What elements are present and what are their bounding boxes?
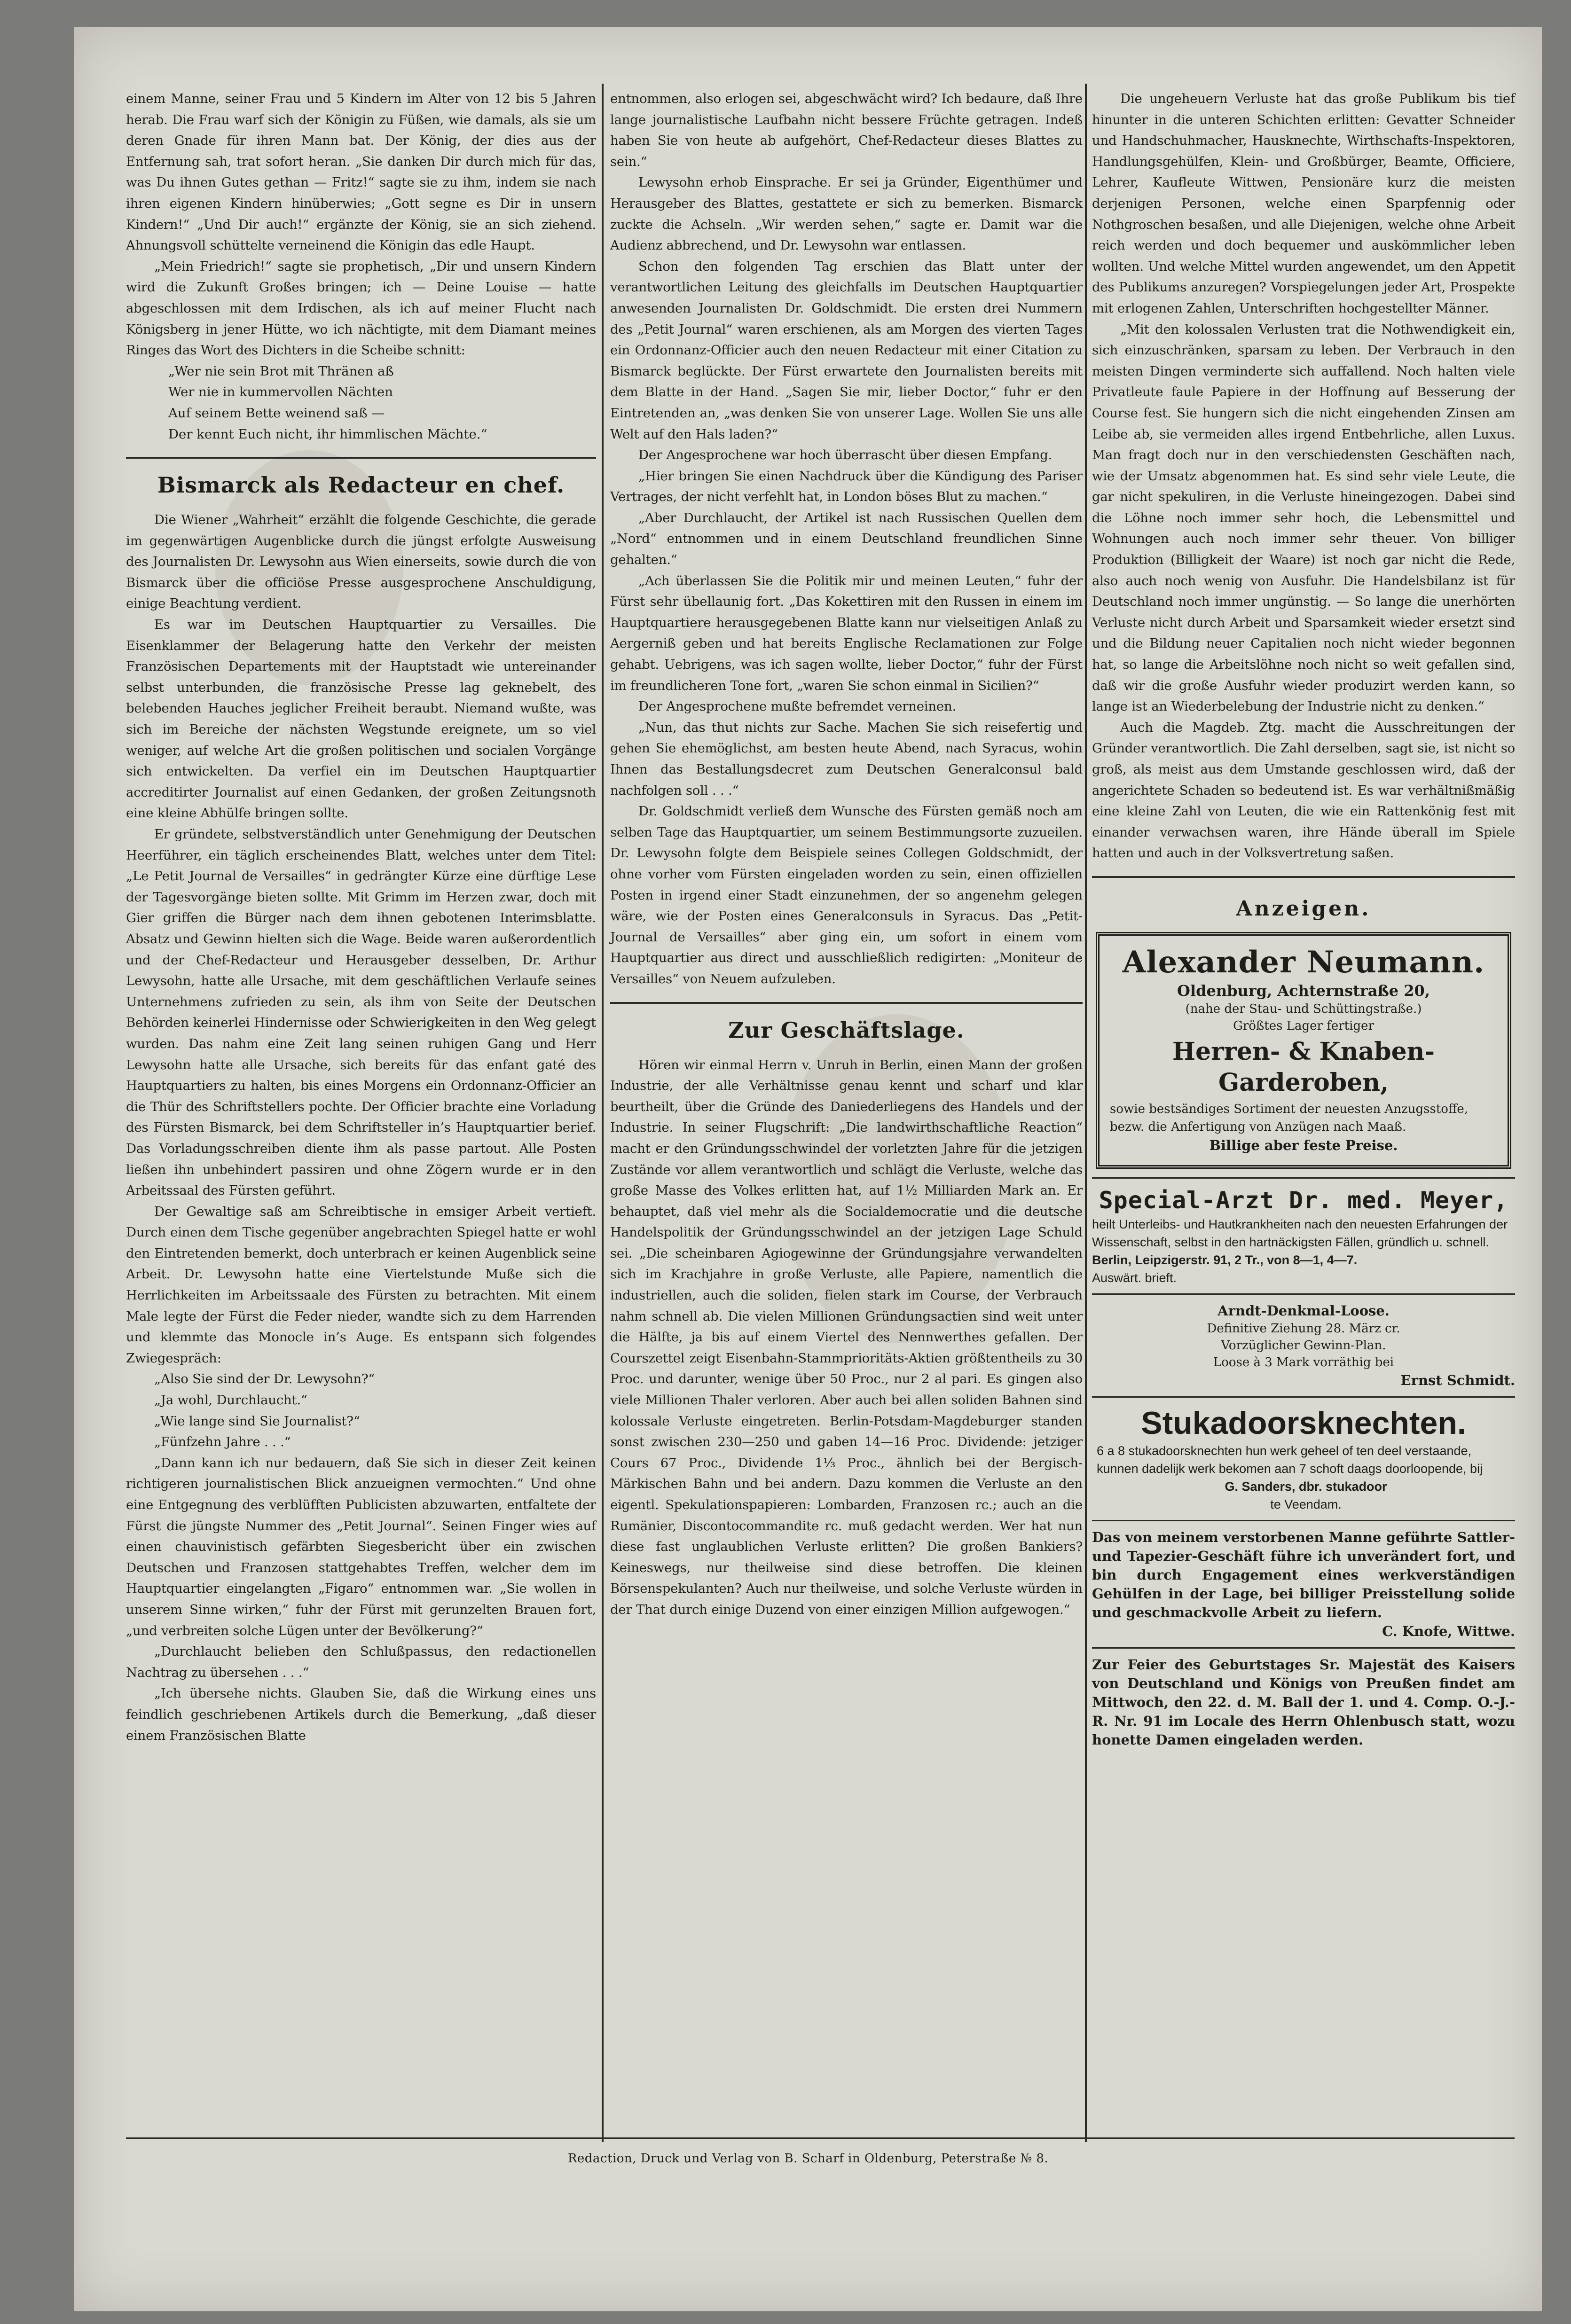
column-rule [602,84,604,2142]
ad-stuk-place: te Veendam. [1270,1497,1342,1511]
ad-stuk-text: 6 a 8 stukadoorsknechten hun werk geheel of ten deel verstaande, kunnen dadelijk werk bekomen aan 7 schoft daags doorloopende, bij [1097,1443,1483,1476]
paragraph: Auch die Magdeb. Ztg. macht die Ausschreitungen der Gründer verantwortlich. Die Zahl derselben, sagt sie, ist nicht so groß, als meist aus dem Umstande geschlossen wird, daß der angerichtete Schaden so bedeutend ist. Es war verhältnißmäßig eine kleine Zahl von Leuten, die wie ein Rattenkönig fest mit einander verwachsen waren, ihre Hände überall im Spiele hatten und auch in der Volksvertretung saßen. [1092,720,1515,861]
ad-neumann-prices: Billige aber feste Preise. [1209,1137,1398,1153]
dialogue-line: „Also Sie sind der Dr. Lewysohn?“ [154,1371,375,1387]
section-divider [610,1002,1083,1004]
newspaper-page [74,27,1542,2311]
verse-line: Wer nie in kummervollen Nächten [168,384,393,400]
column-1 [126,88,596,1746]
ad-meyer-text: heilt Unterleibs- und Hautkrankheiten nach den neuesten Erfahrungen der Wissenschaft, selbst in den hartnäckigsten Fällen, gründlich u. schnell. [1092,1217,1508,1249]
dialogue-line: „Wie lange sind Sie Journalist?“ [154,1413,360,1429]
dialogue-line: „Fünfzehn Jahre . . .“ [154,1434,291,1450]
ad-knofe-signature: C. Knofe, Wittwe. [1382,1623,1515,1639]
section-divider [126,457,596,459]
ad-neumann [1096,932,1511,1169]
paragraph: Dr. Goldschmidt verließ dem Wunsche des Fürsten gemäß noch am selben Tage das Hauptquartier, um seinem Bestimmungsorte zuzueilen. Dr. Lewysohn folgte dem Beispiele seines Collegen Goldschmidt, der ohne vorher vom Fürsten eingeladen worden zu sein, einen offiziellen Posten in irgend einer Stadt einzunehmen, der so angenehm gelegen wäre, wie der Posten eines Generalconsuls in Syracus. Das „Petit-Journal de Versailles“ aber ging ein, um sofort in einem vom Hauptquartier aus direct und ausschließlich redigirten: „Moniteur de Versailles“ von Neuem aufzuleben. [610,804,1083,986]
paragraph: Der Angesprochene mußte befremdet verneinen. [638,699,957,714]
column-2 [610,88,1083,1620]
ad-stuk-name: G. Sanders, dbr. stukadoor [1225,1479,1387,1494]
paragraph: Es war im Deutschen Hauptquartier zu Versailles. Die Eisenklammer der Belagerung hatte den Verkehr der meisten Französischen Departements mit der Hauptstadt wie untereinander selbst unterbunden, die französische Presse lag geknebelt, des belebenden Hauches jeglicher Freiheit beraubt. Niemand wußte, was sich im Bereiche der nächsten Wegstunde ereignete, um so viel weniger, auf welche Art die großen politischen und socialen Vorgänge sich entwickelten. Da verfiel ein im Deutschen Hauptquartier accreditirter Journalist auf einen Gedanken, der großen Zeitungsnoth eine kleine Abhülfe bringen sollte. [126,617,596,821]
ad-meyer-head: Special-Arzt Dr. med. Meyer, [1099,1186,1508,1214]
article-title: Zur Geschäftslage. [728,1017,965,1043]
ad-arndt-line: Definitive Ziehung 28. März cr. [1207,1321,1400,1336]
paragraph: „Ach überlassen Sie die Politik mir und meinen Leuten,“ fuhr der Fürst sehr übellaunig fort. „Das Kokettiren mit den Russen in einem im Hauptquartiere herausgegebenen Blatte kann nur vielseitigen Anlaß zu Aergerniß geben und hat bereits Englische Reclamationen zur Folge gehabt. Uebrigens, was ich sagen wollte, lieber Doctor,“ fuhr der Fürst im freundlicheren Tone fort, „waren Sie schon einmal in Sicilien?“ [610,573,1083,693]
verse-line: Der kennt Euch nicht, ihr himmlischen Mächte.“ [168,426,487,442]
verse-line: „Wer nie sein Brot mit Thränen aß [168,363,394,379]
ad-divider [1092,1177,1515,1179]
paragraph: „Hier bringen Sie einen Nachdruck über die Kündigung des Pariser Vertrages, der nicht verfehlt hat, in London böses Blut zu machen.“ [610,468,1083,505]
ad-meyer-tail: Auswärt. brieft. [1092,1270,1177,1285]
paragraph: Die ungeheuern Verluste hat das große Publikum bis tief hinunter in die unteren Schichten erlitten: Gevatter Schneider und Handschuhmacher, Hausknechte, Wirthschafts-Inspektoren, Handlungsgehülfen, Klein- und Großbürger, Beamte, Officiere, Lehrer, Kaufleute Wittwen, Pensionäre kurz die meisten derjenigen Personen, welche einen Sparpfennig oder Nothgroschen besaßen, und alle Diejenigen, welche ohne Arbeit reich werden und doch bequemer und auskömmlicher leben wollten. Und welche Mittel wurden angewendet, um den Appetit des Publikums anzuregen? Vorspiegelungen jeder Art, Prospekte mit erlogenen Zahlen, Unterschriften hochgestellter Männer. [1092,91,1515,316]
ad-feier-text: Zur Feier des Geburtstages Sr. Majestät des Kaisers von Deutschland und Königs von Preußen findet am Mittwoch, den 22. d. M. Ball der 1. und 4. Comp. O.-J.-R. Nr. 91 im Locale des Herrn Ohlenbusch statt, wozu honette Damen eingeladen werden. [1092,1656,1515,1748]
imprint-footer: Redaction, Druck und Verlag von B. Scharf in Oldenburg, Peterstraße № 8. [567,2152,1049,2166]
ad-neumann-headline: Herren- & Knaben-Garderoben, [1172,1037,1435,1097]
ads-heading: Anzeigen. [1236,896,1371,921]
column-3 [1092,88,1515,1749]
ad-arndt-head: Arndt-Denkmal-Loose. [1218,1302,1390,1319]
ad-meyer-address: Berlin, Leipzigerstr. 91, 2 Tr., von 8—1, 4—7. [1092,1252,1358,1267]
paragraph: „Durchlaucht belieben den Schlußpassus, den redactionellen Nachtrag zu übersehen . . .“ [126,1644,596,1680]
article-title: Bismarck als Redacteur en chef. [157,472,565,498]
paragraph: Der Gewaltige saß am Schreibtische in emsiger Arbeit vertieft. Durch einen dem Tische gegenüber angebrachten Spiegel hatte er wohl den Eintretenden bemerkt, doch unterbrach er keinen Augenblick seine Arbeit. Dr. Lewysohn hatte eine Viertelstunde Muße sich die Herrlichkeiten im Arbeitssaale des Fürsten zu betrachten. Mit einem Male legte der Fürst die Feder nieder, wandte sich zu dem Harrenden und klemmte das Monocle in’s Auge. Es entspann sich folgendes Zwiegespräch: [126,1204,596,1366]
poem-quote [126,361,596,445]
paragraph: Er gründete, selbstverständlich unter Genehmigung der Deutschen Heerführer, ein täglich erscheinendes Blatt, welches unter dem Titel: „Le Petit Journal de Versailles“ in gedrängter Kürze eine dürftige Lese der Tagesvorgänge bieten sollte. Mit Grimm im Herzen zwar, doch mit Gier griffen die Bürger nach dem ihnen gebotenen Interimsblatte. Absatz und Gewinn hielten sich die Wage. Beide waren außerordentlich und der Chef-Redacteur und Herausgeber desselben, Dr. Arthur Lewysohn, hatte alle Ursache, mit dem geschäftlichen Verlaufe seines Unternehmens zufrieden zu sein, als ihm von Seite der Deutschen Behörden keinerlei Hindernisse oder Schwierigkeiten in den Weg gelegt wurden. Das nahm eine Zeit lang seinen ruhigen Gang und Herr Lewysohn hatte alle Ursache, sich bereits für das enfant gaté des Hauptquartiers zu halten, bis eines Morgens ein Ordonnanz-Officier an die Thür des Schriftstellers pochte. Der Officier brachte eine Vorladung des Fürsten Bismarck, bei dem Schriftsteller in’s Hauptquartier berief. Das Vorladungsschreiben diente ihm als passe partout. Alle Posten ließen ihn unbehindert passiren und ohne Zögern wurde er in den Arbeitssaal des Fürsten geführt. [126,827,596,1198]
paragraph: Schon den folgenden Tag erschien das Blatt unter der verantwortlichen Leitung des gleichfalls im Deutschen Hauptquartier anwesenden Journalisten Dr. Goldschmidt. Die ersten drei Nummern des „Petit Journal“ waren erschienen, als am Morgen des vierten Tages ein Ordonnanz-Officier auch den neuen Redacteur mit einer Citation zu Bismarck beglückte. Der Fürst erwartete den Journalisten bereits mit dem Blatte in der Hand. „Sagen Sie mir, lieber Doctor,“ fuhr er den Eintretenden an, „was denken Sie von unserer Lage. Wollen Sie uns alle Welt auf den Hals laden?“ [610,258,1083,442]
paragraph: Der Angesprochene war hoch überrascht über diesen Empfang. [638,447,1053,463]
dialogue-line: „Ja wohl, Durchlaucht.“ [154,1393,307,1408]
ad-divider [1092,1396,1515,1398]
ad-arndt-signature: Ernst Schmidt. [1400,1372,1515,1388]
paragraph: „Nun, das thut nichts zur Sache. Machen Sie sich reisefertig und gehen Sie ehemöglichst, am besten heute Abend, nach Syracus, wohin Ihnen das Bestallungsdecret zum Deutschen Generalconsul bald nachfolgen soll . . .“ [610,720,1083,798]
ad-divider [1092,1647,1515,1649]
paragraph: Lewysohn erhob Einsprache. Er sei ja Gründer, Eigenthümer und Herausgeber des Blattes, gestattete er sich zu bemerken. Bismarck zuckte die Achseln. „Wir werden sehen,“ sagte er. Damit war die Audienz abbrechend, und Dr. Lewysohn war entlassen. [610,175,1083,253]
footer-divider [126,2137,1515,2139]
paragraph: „Dann kann ich nur bedauern, daß Sie sich in dieser Zeit keinen richtigeren journalistischen Blick anzueignen vermochten.“ Und ohne eine Entgegnung des verblüfften Publicisten abzuwarten, entfaltete der Fürst die jüngste Nummer des „Petit Journal“. Seinen Finger wies auf einen chauvinistisch gefärbten Siegesbericht über ein zwischen Deutschen und Franzosen stattgehabtes Treffen, welcher dem im Hauptquartier eingelangten „Figaro“ entnommen war. „Sie wollen in unserem Sinne wirken,“ fuhr der Fürst mit gerunzelten Brauen fort, „und verbreiten solche Lügen unter der Bevölkerung?“ [126,1455,596,1638]
paragraph: „Mein Friedrich!“ sagte sie prophetisch, „Dir und unsern Kindern wird die Zukunft Großes bringen; ich — Deine Louise — hatte abgeschlossen mit dem Irdischen, als ich auf meiner Flucht nach Königsberg in jener Hütte, wo ich nächtigte, mit dem Diamant meines Ringes das Wort des Dichters in die Scheibe schnitt: [126,258,596,358]
column-rule [1085,84,1087,2142]
paragraph: Die Wiener „Wahrheit“ erzählt die folgende Geschichte, die gerade im gegenwärtigen Augenblicke durch die jüngst erfolgte Ausweisung des Journalisten Dr. Lewysohn aus Wien einerseits, sowie durch die von Bismarck über die officiöse Presse ausgesprochene Anschuldigung, einige Beachtung verdient. [126,512,596,611]
section-divider [1092,876,1515,878]
paragraph: „Aber Durchlaucht, der Artikel ist nach Russischen Quellen dem „Nord“ entnommen und in einem Deutschland freundlichen Sinne gehalten.“ [610,510,1083,568]
ad-neumann-line: Größtes Lager fertiger [1233,1018,1374,1033]
ad-divider [1092,1520,1515,1521]
ad-neumann-near: (nahe der Stau- und Schüttingstraße.) [1185,1002,1422,1016]
verse-line: Auf seinem Bette weinend saß — [168,405,385,421]
paragraph: einem Manne, seiner Frau und 5 Kindern im Alter von 12 bis 5 Jahren herab. Die Frau warf sich der Königin zu Füßen, wie damals, als sie um deren Gnade für ihren Mann bat. Der König, der dies aus der Entfernung sah, trat sofort heran. „Sie danken Dir durch mich für das, was Du ihnen Gutes gethan — Fritz!“ sagte sie zu ihm, indem sie nach ihren eigenen Kindern hinüberwies; „Gott segne es Dir in unsern Kindern!“ „Und Dir auch!“ ergänzte der König, sie an sich ziehend. Ahnungsvoll schüttelte verneinend die Königin das edle Haupt. [126,91,596,253]
paragraph: Hören wir einmal Herrn v. Unruh in Berlin, einen Mann der großen Industrie, der alle Verhältnisse genau kennt und scharf und klar beurtheilt, über die Gründe des Daniederliegens des Handels und der Industrie. In seiner Flugschrift: „Die landwirthschaftliche Reaction“ macht er den Gründungsschwindel der vorletzten Jahre für die jetzigen Zustände vor allem verantwortlich und schlägt die Verluste, welche das große Masse des Volkes erlitten hat, auf 1½ Milliarden Mark an. Er behauptet, daß viel mehr als die Socialdemocratie und die deutsche Handelspolitik der Gründungsschwindel an der jetzigen Lage Schuld sei. „Die scheinbaren Agiogewinne der Gründungsjahre verwandelten sich im Krachjahre in große Verluste, alle Papiere, namentlich die industriellen, auch die soliden, fielen stark im Course, der Verbrauch nahm schnell ab. Die vielen Millionen Gründungsactien sind weit unter die Hälfte, ja bis auf einem Viertel des Nennwerthes gefallen. Der Courszettel zeigt Eisenbahn-Stammprioritäts-Aktien größtentheils zu 30 Proc. und darunter, wenige über 50 Proc., nur 2 al pari. Es gingen also viele Millionen Thaler verloren. Aber auch bei allen soliden Bahnen sind kolossale Verluste eingetreten. Berlin-Potsdam-Magdeburger standen sonst zwischen 230—250 und gaben 14—16 Proc. Dividende: jetziger Cours 67 Proc., Dividende 1⅓ Proc., ähnlich bei der Bergisch-Märkischen Bahn und bei andern. Dazu kommen die Verluste an den eigentl. Spekulationspapieren: Lombarden, Franzosen rc.; auch an die Rumänier, Discontocommandite rc. muß gedacht werden. Wer hat nun diese fast unglaublichen Verluste erlitten? Die großen Bankiers? Keineswegs, nur theilweise sind diese betroffen. Die kleinen Börsenspekulanten? Auch nur theilweise, und solche Verluste würden in der That durch einige Duzend von einer einzigen Million aufgewogen.“ [610,1057,1083,1617]
ad-knofe-text: Das von meinem verstorbenen Manne geführte Sattler- und Tapezier-Geschäft führe ich unverändert fort, und bin durch Engagement eines werkverständigen Gehülfen in der Lage, bei billiger Preisstellung solide und geschmackvolle Arbeit zu liefern. [1092,1529,1515,1620]
ad-neumann-text: sowie bestsändiges Sortiment der neuesten Anzugsstoffe, bezw. die Anfertigung von Anzügen nach Maaß. [1110,1102,1469,1134]
ad-arndt-line: Vorzüglicher Gewinn-Plan. [1221,1338,1386,1353]
paragraph: entnommen, also erlogen sei, abgeschwächt wird? Ich bedaure, daß Ihre lange journalistische Laufbahn nicht bessere Früchte getragen. Indeß haben Sie von heute ab aufgehört, Chef-Redacteur dieses Blattes zu sein.“ [610,91,1083,169]
ad-neumann-address: Oldenburg, Achternstraße 20, [1177,981,1430,1000]
ad-arndt-line: Loose à 3 Mark vorräthig bei [1213,1355,1394,1369]
ad-neumann-name: Alexander Neumann. [1122,944,1485,980]
ad-stuk-head: Stukadoorsknechten. [1141,1405,1466,1441]
paragraph: „Ich übersehe nichts. Glauben Sie, daß die Wirkung eines uns feindlich geschriebenen Artikels durch die Bemerkung, „daß dieser einem Französischen Blatte [126,1686,596,1743]
ad-divider [1092,1293,1515,1295]
paragraph: „Mit den kolossalen Verlusten trat die Nothwendigkeit ein, sich einzuschränken, sparsam zu leben. Der Verbrauch in den meisten Dingen verminderte sich auffallend. Noch halten viele Privatleute faule Papiere in der Hoffnung auf Besserung der Course fest. Sie hungern sich die nicht eingehenden Zinsen am Leibe ab, sie vermeiden alles irgend Entbehrliche, allen Luxus. Man fragt doch nur in den verschiedensten Geschäften nach, wie der Umsatz abgenommen hat. Es sind sehr viele Leute, die gar nicht spekuliren, in die Verluste hineingezogen. Dabei sind die Löhne noch immer sehr hoch, die Lebensmittel und Wohnungen auch noch immer sehr theuer. Von billiger Produktion (Billigkeit der Waare) ist noch gar nicht die Rede, also auch noch wenig von Ausfuhr. Die Handelsbilanz ist für Deutschland noch immer ungünstig. — So lange die unerhörten Verluste nicht durch Arbeit und Sparsamkeit wieder ersetzt sind und die Bildung neuer Capitalien noch nicht wieder begonnen hat, so lange die Arbeitslöhne noch nicht so weit gefallen sind, daß wir die große Ausfuhr wieder produzirt werden kann, so lange ist an Wiederbelebung der Industrie nicht zu denken.“ [1092,321,1515,714]
